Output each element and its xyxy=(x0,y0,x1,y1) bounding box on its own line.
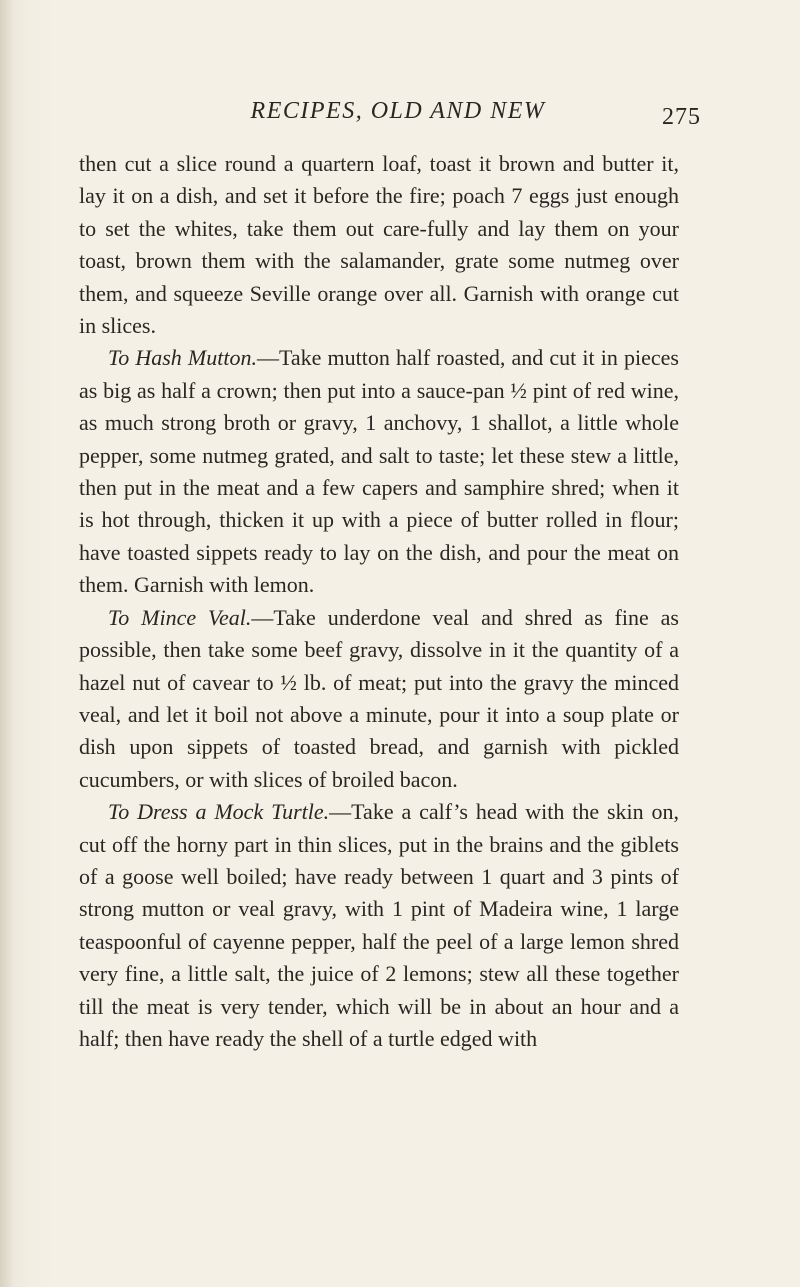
paragraph-continuation xyxy=(79,148,679,342)
recipe-hash-mutton xyxy=(79,342,679,601)
recipe-mock-turtle xyxy=(79,796,679,1055)
paragraph-text: then cut a slice round a quartern loaf, toast it brown and butter it, lay it on a dish, and set it before the fire; poach 7 eggs just enough to set the whites, take them out care-fully and lay them on your toast, brown them with the salamander, grate some nutmeg over them, and squeeze Seville orange over all. Garnish with orange cut in slices. xyxy=(79,151,679,339)
recipe-text: —Take underdone veal and shred as fine as possible, then take some beef gravy, dissolve in it the quantity of a hazel nut of cavear to ½ lb. of meat; put into the gravy the minced veal, and let it boil not above a minute, pour it into a soup plate or dish upon sippets of toasted bread, and garnish with pickled cucumbers, or with slices of broiled bacon. xyxy=(79,604,679,792)
recipe-text: —Take mutton half roasted, and cut it in pieces as big as half a crown; then put into a sauce-pan ½ pint of red wine, as much strong broth or gravy, 1 anchovy, 1 shallot, a little whole pepper, some nutmeg grated, and salt to taste; let these stew a little, then put in the meat and a few capers and samphire shred; when it is hot through, thicken it up with a piece of butter rolled in flour; have toasted sippets ready to lay on the dish, and pour the meat on them. Garnish with lemon. xyxy=(79,345,679,598)
running-head: RECIPES, OLD AND NEW xyxy=(250,98,546,124)
gutter-shadow xyxy=(0,0,14,1287)
recipe-text: —Take a calf’s head with the skin on, cut off the horny part in thin slices, put in the brains and the giblets of a goose well boiled; have ready between 1 quart and 3 pints of strong mutton or veal gravy, with 1 pint of Madeira wine, 1 large teaspoonful of cayenne pepper, half the peel of a large lemon shred very fine, a little salt, the juice of 2 lemons; stew all these together till the meat is very tender, which will be in about an hour and a half; then have ready the shell of a turtle edged with xyxy=(79,799,679,1051)
recipe-title: To Dress a Mock Turtle. xyxy=(108,799,330,825)
recipe-title: To Mince Veal. xyxy=(108,604,252,630)
page-number: 275 xyxy=(662,104,701,130)
recipe-title: To Hash Mutton. xyxy=(108,345,257,371)
body-text xyxy=(79,148,679,1055)
recipe-mince-veal xyxy=(79,602,679,796)
